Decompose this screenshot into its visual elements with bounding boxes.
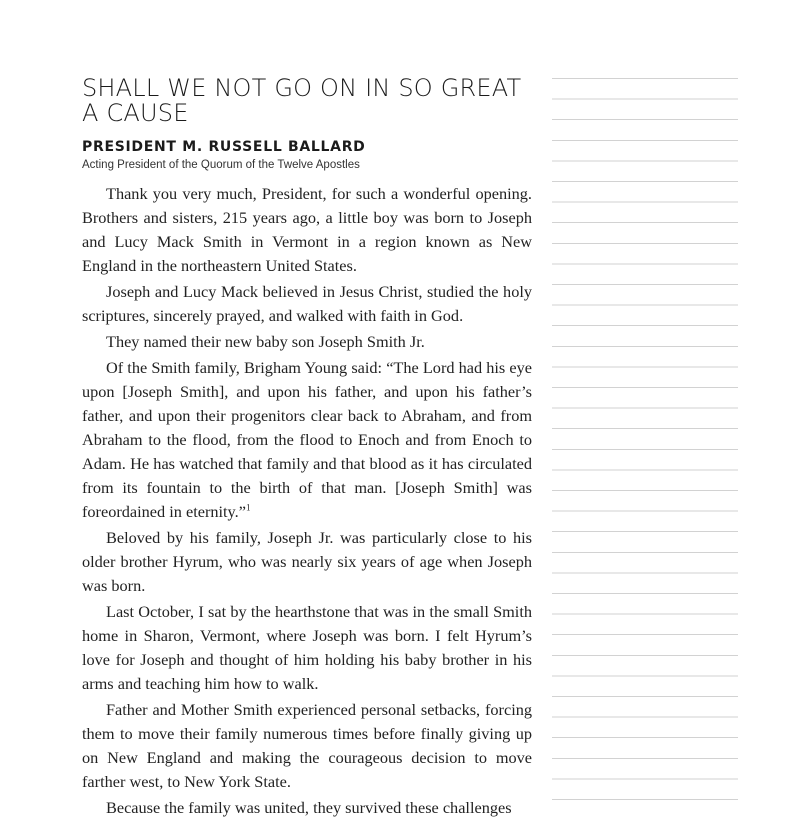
paragraph: Father and Mother Smith experienced personal setbacks, forcing them to move their family numerous times before finally giving up on New England and making the courageous decision to move farther west, to New York State.: [82, 700, 532, 791]
paragraph: Joseph and Lucy Mack believed in Jesus Christ, studied the holy scriptures, sincerely prayed, and walked with faith in God.: [82, 282, 532, 325]
paragraph: They named their new baby son Joseph Smith Jr.: [106, 332, 425, 351]
paragraph-text: Of the Smith family, Brigham Young said: “The Lord had his eye upon [Joseph Smith], and upon his father, and upon his father’s father, and upon their progenitors clear back to Abraham, and from Abraham to the flood, from the flood to Enoch and from Enoch to Adam. He has watched that family and that blood as it has circulated from its fountain to the birth of that man. [Joseph Smith] was foreordained in eternity.”: [82, 358, 532, 521]
talk-body: [82, 182, 532, 820]
paragraph-with-footnote: [82, 356, 532, 524]
paragraph: Thank you very much, President, for such a wonderful opening. Brothers and sisters, 215 years ago, a little boy was born to Joseph and Lucy Mack Smith in Vermont in a region known as New England in the northeastern United States.: [82, 184, 532, 275]
talk-title: SHALL WE NOT GO ON IN SO GREAT A CAUSE: [82, 74, 522, 127]
notes-lined-area[interactable]: [552, 78, 738, 800]
footnote-marker[interactable]: 1: [245, 502, 251, 513]
paragraph: Because the family was united, they survived these challenges: [106, 798, 512, 817]
speaker-calling: Acting President of the Quorum of the Twelve Apostles: [82, 159, 360, 171]
paragraph: Last October, I sat by the hearthstone that was in the small Smith home in Sharon, Vermont, where Joseph was born. I felt Hyrum’s love for Joseph and thought of him holding his baby brother in his arms and teaching him how to walk.: [82, 602, 532, 693]
paragraph: Beloved by his family, Joseph Jr. was particularly close to his older brother Hyrum, who was nearly six years of age when Joseph was born.: [82, 528, 532, 595]
speaker-name: PRESIDENT M. RUSSELL BALLARD: [82, 139, 366, 155]
